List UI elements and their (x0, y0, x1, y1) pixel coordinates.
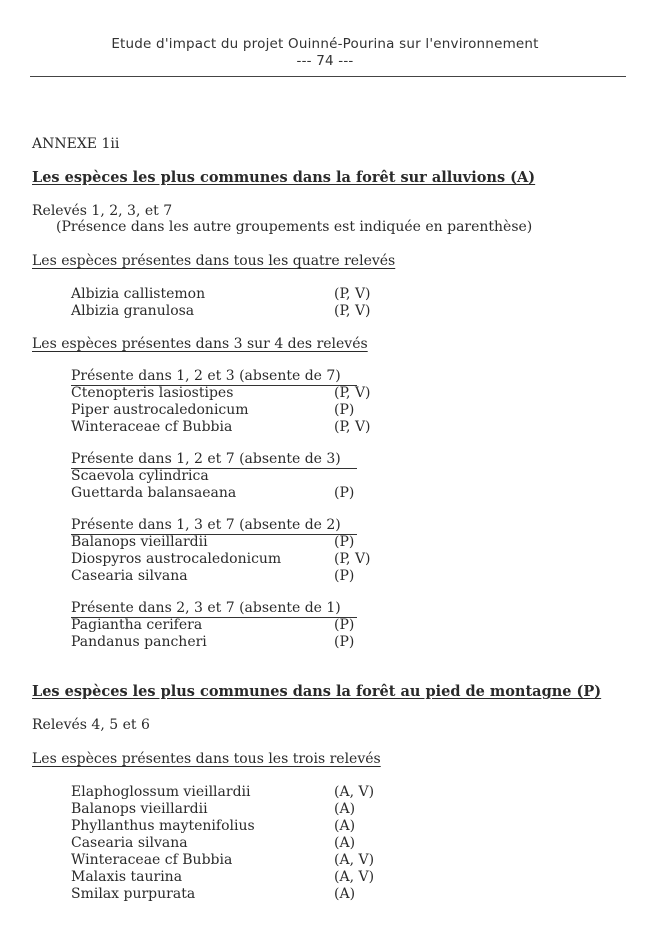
species-presence: (A) (334, 835, 356, 851)
species-name: Pandanus pancheri (71, 634, 207, 650)
three-of-four-heading: Les espèces présentes dans 3 sur 4 des relevés (32, 336, 368, 352)
header-divider (30, 76, 626, 77)
species-name: Balanops vieillardii (71, 534, 208, 550)
species-presence: (A) (334, 886, 356, 902)
species-presence: (A) (334, 801, 356, 817)
species-presence: (P, V) (334, 551, 371, 567)
section-p-heading: Les espèces les plus communes dans la forêt au pied de montagne (P) (32, 683, 602, 700)
species-presence: (P) (334, 568, 355, 584)
species-presence: (P, V) (334, 286, 371, 302)
species-name: Albizia granulosa (71, 303, 195, 319)
species-presence: (A, V) (334, 784, 375, 800)
section-a-heading: Les espèces les plus communes dans la forêt sur alluvions (A) (32, 169, 536, 186)
section-a-note: (Présence dans les autre groupements est indiquée en parenthèse) (56, 219, 533, 235)
section-p-releves: Relevés 4, 5 et 6 (32, 717, 150, 733)
species-name: Guettarda balansaeana (71, 485, 237, 501)
species-presence: (P) (334, 402, 355, 418)
group-title: Présente dans 1, 2 et 3 (absente de 7) (71, 368, 341, 384)
species-presence: (P, V) (334, 385, 371, 401)
species-name: Smilax purpurata (71, 886, 196, 902)
annex-title: ANNEXE 1ii (32, 136, 120, 152)
document-header-title: Etude d'impact du projet Ouinné-Pourina sur l'environnement (111, 36, 539, 52)
species-name: Elaphoglossum vieillardii (71, 784, 251, 800)
group-title: Présente dans 2, 3 et 7 (absente de 1) (71, 600, 341, 616)
species-name: Malaxis taurina (71, 869, 183, 885)
species-presence: (P) (334, 534, 355, 550)
species-name: Pagiantha cerifera (71, 617, 203, 633)
species-name: Phyllanthus maytenifolius (71, 818, 255, 834)
species-name: Casearia silvana (71, 568, 188, 584)
species-presence: (A, V) (334, 852, 375, 868)
species-presence: (P, V) (334, 419, 371, 435)
species-name: Ctenopteris lasiostipes (71, 385, 234, 401)
all-four-heading: Les espèces présentes dans tous les quatre relevés (32, 253, 396, 269)
species-name: Casearia silvana (71, 835, 188, 851)
species-presence: (P, V) (334, 303, 371, 319)
species-name: Balanops vieillardii (71, 801, 208, 817)
page-number: --- 74 --- (296, 53, 354, 69)
species-presence: (P) (334, 634, 355, 650)
species-name: Diospyros austrocaledonicum (71, 551, 282, 567)
section-a-releves: Relevés 1, 2, 3, et 7 (32, 203, 173, 219)
species-presence: (P) (334, 485, 355, 501)
species-presence: (P) (334, 617, 355, 633)
species-name: Scaevola cylindrica (71, 468, 209, 484)
species-name: Winteraceae cf Bubbia (71, 419, 233, 435)
group-title: Présente dans 1, 3 et 7 (absente de 2) (71, 517, 341, 533)
species-name: Piper austrocaledonicum (71, 402, 249, 418)
species-name: Winteraceae cf Bubbia (71, 852, 233, 868)
species-presence: (A, V) (334, 869, 375, 885)
group-title: Présente dans 1, 2 et 7 (absente de 3) (71, 451, 341, 467)
species-presence: (A) (334, 818, 356, 834)
species-name: Albizia callistemon (71, 286, 206, 302)
all-three-heading: Les espèces présentes dans tous les trois relevés (32, 751, 381, 767)
